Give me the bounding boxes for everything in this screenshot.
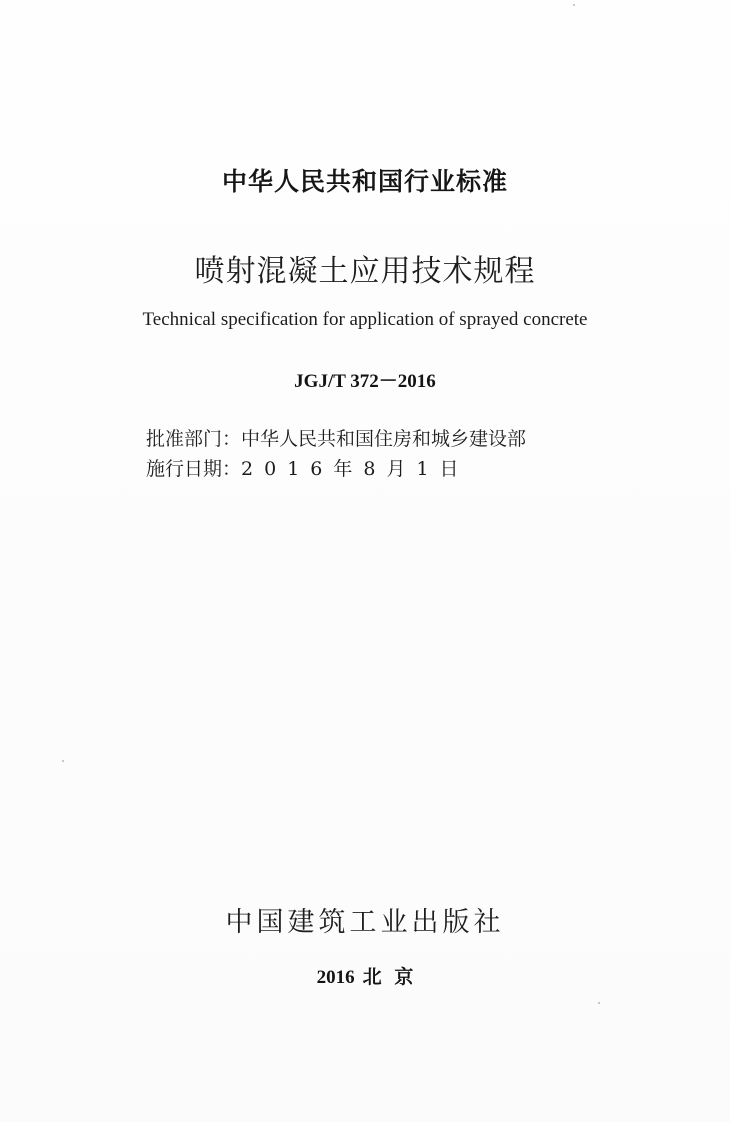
publication-place [0, 962, 730, 989]
approval-department-row [146, 424, 526, 451]
scan-speck [598, 1002, 600, 1004]
approval-department-label: 批准部门： [146, 428, 242, 450]
approval-department-value: 中华人民共和国住房和城乡建设部 [241, 428, 527, 450]
standard-category-heading: 中华人民共和国行业标准 [221, 167, 508, 196]
effective-date-label: 施行日期： [146, 458, 242, 480]
effective-date-value: 2016年8月1日 [241, 458, 470, 480]
english-title: Technical specification for application of sprayed concrete [142, 309, 588, 330]
publication-city: 北 京 [362, 967, 414, 988]
scan-speck [62, 760, 64, 762]
standard-number: JGJ/T 372－2016 [294, 371, 436, 392]
scan-speck [573, 4, 575, 6]
chinese-title: 喷射混凝土应用技术规程 [194, 254, 536, 289]
effective-date-row [146, 454, 470, 481]
publication-year: 2016 [316, 967, 355, 988]
publisher-name: 中国建筑工业出版社 [225, 907, 505, 938]
